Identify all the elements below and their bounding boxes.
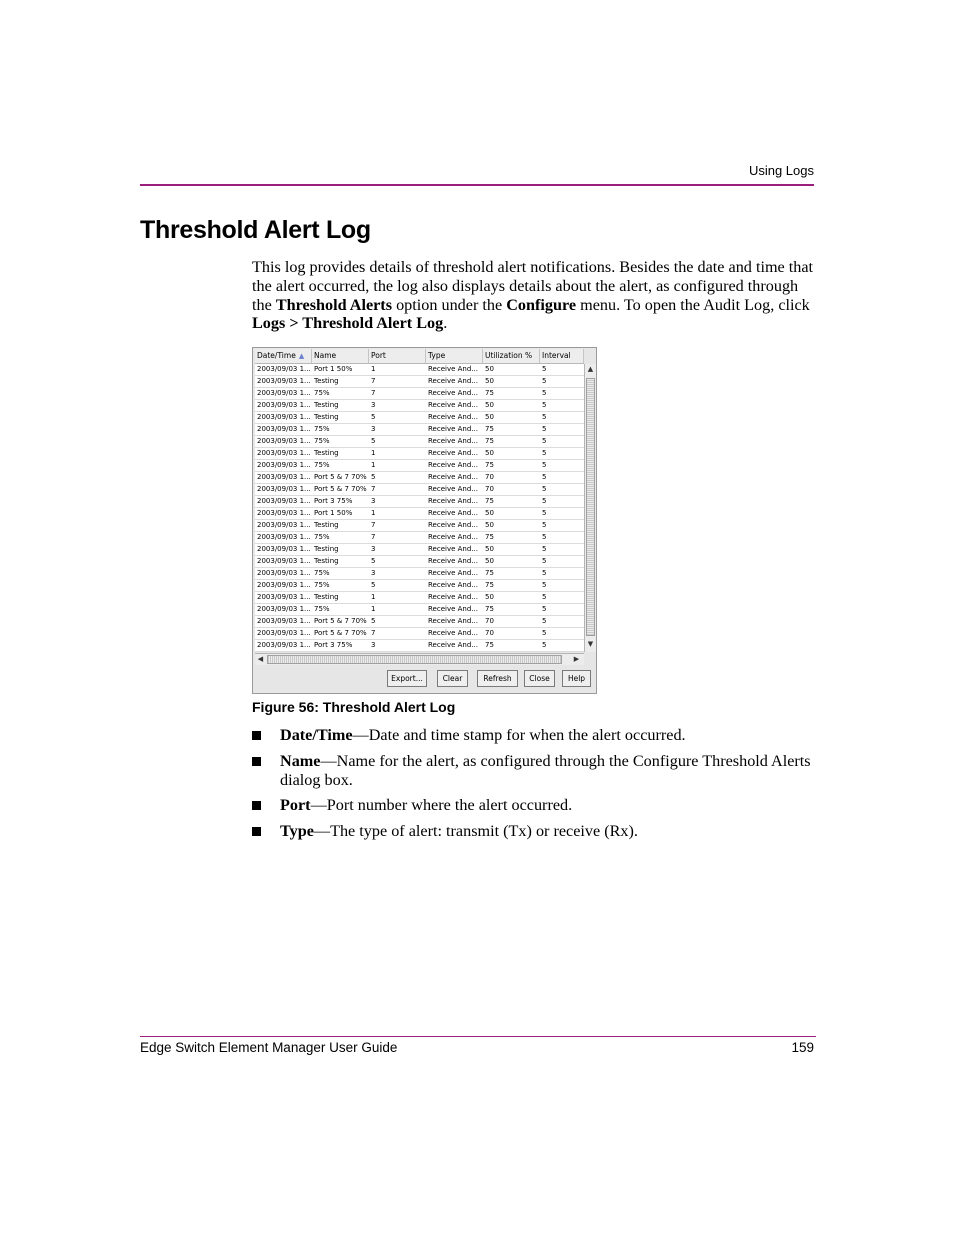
section-title: Threshold Alert Log: [140, 216, 371, 244]
table-cell: 75%: [314, 533, 330, 541]
table-cell: Receive And...: [428, 485, 478, 493]
table-cell: Port 3 75%: [314, 497, 353, 505]
figure-caption: Figure 56: Threshold Alert Log: [252, 699, 456, 715]
table-cell: 5: [542, 533, 547, 541]
table-cell: Receive And...: [428, 437, 478, 445]
table-cell: Receive And...: [428, 461, 478, 469]
table-cell: 5: [542, 365, 547, 373]
bullet-text: —Date and time stamp for when the alert occurred.: [352, 726, 686, 744]
table-cell: 2003/09/03 1...: [257, 605, 311, 613]
table-cell: 1: [371, 449, 376, 457]
table-cell: 5: [542, 485, 547, 493]
table-cell: Receive And...: [428, 497, 478, 505]
table-cell: 5: [542, 617, 547, 625]
table-cell: Testing: [314, 521, 339, 529]
bullet-term: Type: [280, 822, 314, 841]
table-cell: 1: [371, 461, 376, 469]
table-cell: Port 1 50%: [314, 365, 353, 373]
table-cell: 75%: [314, 581, 330, 589]
table-cell: 2003/09/03 1...: [257, 497, 311, 505]
table-cell: 75%: [314, 569, 330, 577]
table-cell: Receive And...: [428, 617, 478, 625]
sort-ascending-icon: ▲: [298, 352, 305, 360]
table-cell: 5: [371, 437, 376, 445]
table-row[interactable]: [255, 556, 584, 568]
bullet-square-icon: [252, 801, 261, 810]
table-cell: 75%: [314, 389, 330, 397]
table-cell: Receive And...: [428, 557, 478, 565]
table-cell: 2003/09/03 1...: [257, 509, 311, 517]
table-cell: 2003/09/03 1...: [257, 629, 311, 637]
table-cell: 2003/09/03 1...: [257, 425, 311, 433]
button-bar: [253, 670, 596, 690]
column-header-interval[interactable]: Interval: [540, 349, 584, 363]
table-cell: Receive And...: [428, 473, 478, 481]
table-row[interactable]: [255, 424, 584, 436]
table-cell: 7: [371, 533, 376, 541]
table-cell: 5: [542, 377, 547, 385]
table-cell: 5: [542, 425, 547, 433]
table-cell: 70: [485, 617, 494, 625]
table-row[interactable]: [255, 400, 584, 412]
table-cell: 3: [371, 641, 376, 649]
intro-bold-menu-path: Logs > Threshold Alert Log: [252, 314, 444, 333]
table-cell: Receive And...: [428, 413, 478, 421]
table-cell: Receive And...: [428, 401, 478, 409]
table-cell: 5: [542, 581, 547, 589]
table-cell: 75%: [314, 425, 330, 433]
table-cell: 5: [542, 557, 547, 565]
table-cell: 5: [542, 401, 547, 409]
bullet-square-icon: [252, 757, 261, 766]
table-cell: 5: [542, 509, 547, 517]
table-cell: 3: [371, 497, 376, 505]
bullet-square-icon: [252, 731, 261, 740]
table-cell: 5: [542, 629, 547, 637]
table-cell: Testing: [314, 401, 339, 409]
table-cell: 75: [485, 641, 494, 649]
help-button[interactable]: Help: [562, 670, 591, 687]
table-cell: 75%: [314, 461, 330, 469]
threshold-alert-log-window: [252, 347, 597, 694]
table-cell: 5: [542, 545, 547, 553]
intro-text-3: menu. To open the Audit Log, click: [576, 295, 810, 314]
table-cell: 75: [485, 425, 494, 433]
intro-bold-configure: Configure: [506, 295, 577, 314]
bullet-term: Name: [280, 751, 321, 770]
export-button[interactable]: Export...: [387, 670, 427, 687]
table-cell: 2003/09/03 1...: [257, 473, 311, 481]
table-cell: 5: [542, 413, 547, 421]
table-cell: 2003/09/03 1...: [257, 437, 311, 445]
table-cell: 50: [485, 521, 494, 529]
intro-bold-threshold-alerts: Threshold Alerts: [275, 295, 393, 314]
horizontal-scroll-thumb[interactable]: [267, 655, 562, 664]
table-cell: 75: [485, 533, 494, 541]
list-item: [252, 796, 822, 815]
table-cell: 2003/09/03 1...: [257, 533, 311, 541]
table-cell: 2003/09/03 1...: [257, 581, 311, 589]
column-header-port[interactable]: Port: [369, 349, 426, 363]
table-cell: 3: [371, 569, 376, 577]
table-row[interactable]: [255, 520, 584, 532]
table-row[interactable]: [255, 532, 584, 544]
table-cell: Testing: [314, 593, 339, 601]
bullet-square-icon: [252, 827, 261, 836]
table-cell: 75: [485, 569, 494, 577]
column-header-type[interactable]: Type: [426, 349, 483, 363]
intro-text-1: This log provides details of threshold alert notifications. Besides the date and time that the alert occurred, the log also displays details about the alert, as configured through the: [252, 258, 814, 314]
field-descriptions: [252, 726, 822, 848]
table-cell: 75: [485, 461, 494, 469]
table-row[interactable]: [255, 412, 584, 424]
table-cell: 5: [542, 569, 547, 577]
table-cell: 75: [485, 389, 494, 397]
table-cell: 75%: [314, 437, 330, 445]
footer-guide-title: Edge Switch Element Manager User Guide: [140, 1040, 398, 1055]
table-cell: Port 5 & 7 70%: [314, 617, 367, 625]
table-cell: 50: [485, 509, 494, 517]
table-cell: 75: [485, 437, 494, 445]
table-cell: 50: [485, 557, 494, 565]
list-item: [252, 822, 822, 841]
table-cell: Receive And...: [428, 605, 478, 613]
table-cell: 2003/09/03 1...: [257, 557, 311, 565]
horizontal-scrollbar[interactable]: [255, 653, 584, 665]
table-row[interactable]: [255, 388, 584, 400]
table-cell: 3: [371, 425, 376, 433]
table-cell: Port 3 75%: [314, 641, 353, 649]
column-header-date-time[interactable]: [255, 349, 312, 363]
table-row[interactable]: [255, 496, 584, 508]
table-body: [255, 364, 584, 652]
table-cell: 75: [485, 581, 494, 589]
table-cell: 75: [485, 605, 494, 613]
close-button[interactable]: Close: [524, 670, 555, 687]
table-row[interactable]: [255, 436, 584, 448]
table-cell: Receive And...: [428, 581, 478, 589]
table-cell: Testing: [314, 545, 339, 553]
table-cell: Receive And...: [428, 521, 478, 529]
table-row[interactable]: [255, 364, 584, 376]
table-cell: 7: [371, 629, 376, 637]
table-cell: Receive And...: [428, 629, 478, 637]
table-cell: Receive And...: [428, 365, 478, 373]
intro-text-4: .: [443, 314, 448, 333]
scroll-left-icon[interactable]: ◀: [257, 655, 264, 663]
table-cell: Testing: [314, 557, 339, 565]
table-cell: 5: [371, 617, 376, 625]
table-cell: Receive And...: [428, 509, 478, 517]
table-row[interactable]: [255, 448, 584, 460]
header-rule: [140, 184, 814, 186]
refresh-button[interactable]: Refresh: [477, 670, 518, 687]
table-cell: 5: [371, 413, 376, 421]
table-row[interactable]: [255, 628, 584, 640]
scroll-up-icon[interactable]: ▲: [587, 365, 594, 373]
table-cell: 5: [371, 581, 376, 589]
bullet-text: —The type of alert: transmit (Tx) or receive (Rx).: [313, 822, 638, 841]
table-cell: Receive And...: [428, 425, 478, 433]
table-cell: 50: [485, 377, 494, 385]
table-cell: 50: [485, 365, 494, 373]
table-cell: 5: [371, 473, 376, 481]
table-row[interactable]: [255, 568, 584, 580]
table-cell: 1: [371, 605, 376, 613]
table-row[interactable]: [255, 640, 584, 652]
table-cell: 5: [542, 389, 547, 397]
table-cell: Testing: [314, 449, 339, 457]
vertical-scroll-thumb[interactable]: [586, 378, 595, 636]
table-cell: 2003/09/03 1...: [257, 641, 311, 649]
table-cell: Receive And...: [428, 389, 478, 397]
table-header: [255, 349, 584, 364]
table-cell: 3: [371, 545, 376, 553]
table-cell: Port 5 & 7 70%: [314, 473, 367, 481]
table-cell: 5: [542, 461, 547, 469]
table-row[interactable]: [255, 580, 584, 592]
running-head: Using Logs: [748, 163, 814, 178]
table-row[interactable]: [255, 376, 584, 388]
table-cell: 7: [371, 389, 376, 397]
table-cell: Receive And...: [428, 377, 478, 385]
vertical-scrollbar[interactable]: [584, 364, 596, 652]
table-cell: 50: [485, 449, 494, 457]
table-cell: 7: [371, 377, 376, 385]
table-cell: Receive And...: [428, 533, 478, 541]
column-header-utilization[interactable]: Utilization %: [483, 349, 540, 363]
table-cell: Port 5 & 7 70%: [314, 485, 367, 493]
column-header-label: Date/Time: [257, 351, 296, 360]
table-row[interactable]: [255, 604, 584, 616]
table-cell: 1: [371, 509, 376, 517]
table-row[interactable]: [255, 616, 584, 628]
table-cell: 2003/09/03 1...: [257, 617, 311, 625]
list-item: [252, 726, 822, 745]
table-cell: 7: [371, 521, 376, 529]
table-cell: 5: [371, 557, 376, 565]
table-cell: 2003/09/03 1...: [257, 461, 311, 469]
table-cell: 2003/09/03 1...: [257, 401, 311, 409]
table-cell: 5: [542, 473, 547, 481]
table-cell: 7: [371, 485, 376, 493]
table-cell: 5: [542, 605, 547, 613]
table-cell: 75: [485, 497, 494, 505]
table-cell: 50: [485, 401, 494, 409]
table-cell: 2003/09/03 1...: [257, 485, 311, 493]
table-cell: Receive And...: [428, 449, 478, 457]
table-cell: 2003/09/03 1...: [257, 365, 311, 373]
table-cell: Receive And...: [428, 641, 478, 649]
table-cell: 5: [542, 521, 547, 529]
table-cell: 5: [542, 449, 547, 457]
page-number: 159: [791, 1040, 814, 1055]
table-row[interactable]: [255, 592, 584, 604]
table-cell: 5: [542, 593, 547, 601]
table-cell: 5: [542, 437, 547, 445]
table-row[interactable]: [255, 484, 584, 496]
table-cell: Receive And...: [428, 593, 478, 601]
table-cell: 2003/09/03 1...: [257, 449, 311, 457]
bullet-term: Port: [280, 796, 311, 815]
intro-text-2: option under the: [392, 295, 507, 314]
table-row[interactable]: [255, 544, 584, 556]
table-row[interactable]: [255, 508, 584, 520]
column-header-name[interactable]: Name: [312, 349, 369, 363]
bullet-text: —Name for the alert, as configured through the Configure Threshold Alerts dialog box.: [280, 751, 811, 789]
table-cell: 70: [485, 485, 494, 493]
table-cell: 70: [485, 473, 494, 481]
clear-button[interactable]: Clear: [437, 670, 468, 687]
table-cell: 2003/09/03 1...: [257, 389, 311, 397]
table-cell: Port 5 & 7 70%: [314, 629, 367, 637]
intro-paragraph: [252, 258, 817, 333]
scroll-right-icon[interactable]: ▶: [573, 655, 580, 663]
table-cell: 50: [485, 413, 494, 421]
table-row[interactable]: [255, 460, 584, 472]
table-cell: Port 1 50%: [314, 509, 353, 517]
table-cell: 5: [542, 641, 547, 649]
table-cell: 5: [542, 497, 547, 505]
table-cell: Receive And...: [428, 545, 478, 553]
log-table: [255, 349, 584, 652]
table-cell: 70: [485, 629, 494, 637]
table-cell: 2003/09/03 1...: [257, 377, 311, 385]
footer-rule: [140, 1036, 816, 1037]
table-cell: 75%: [314, 605, 330, 613]
table-cell: 50: [485, 593, 494, 601]
table-cell: Receive And...: [428, 569, 478, 577]
bullet-text: —Port number where the alert occurred.: [310, 796, 573, 815]
table-cell: 2003/09/03 1...: [257, 413, 311, 421]
table-cell: 1: [371, 365, 376, 373]
table-cell: 2003/09/03 1...: [257, 593, 311, 601]
table-cell: Testing: [314, 377, 339, 385]
table-cell: 3: [371, 401, 376, 409]
table-cell: 50: [485, 545, 494, 553]
table-cell: 2003/09/03 1...: [257, 521, 311, 529]
list-item: [252, 752, 822, 790]
table-cell: 2003/09/03 1...: [257, 569, 311, 577]
table-cell: 1: [371, 593, 376, 601]
table-cell: Testing: [314, 413, 339, 421]
scroll-down-icon[interactable]: ▼: [587, 640, 594, 648]
table-cell: 2003/09/03 1...: [257, 545, 311, 553]
table-row[interactable]: [255, 472, 584, 484]
bullet-term: Date/Time: [280, 726, 353, 744]
